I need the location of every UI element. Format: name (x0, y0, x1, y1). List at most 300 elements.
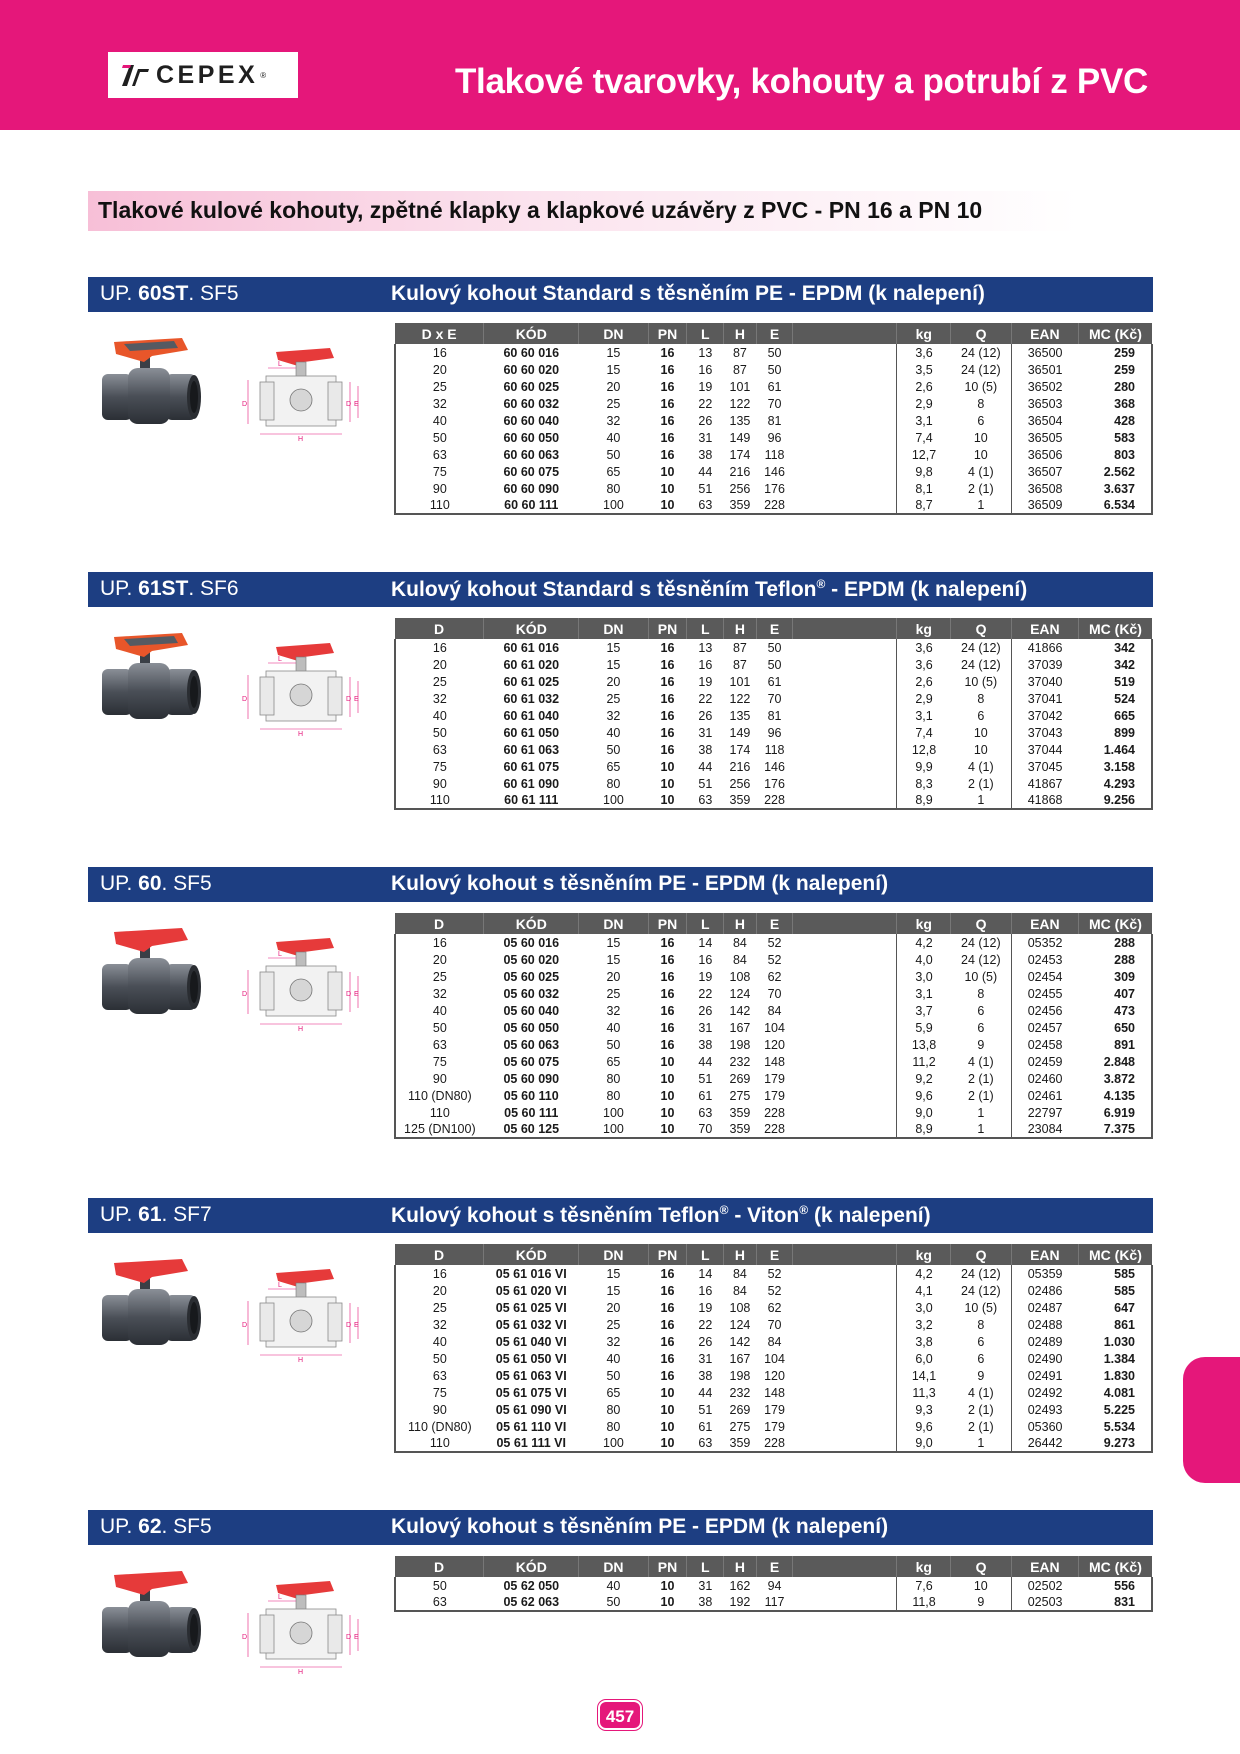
ball-valve-photo-icon (94, 332, 204, 442)
table-cell: 44 (698, 1385, 713, 1400)
table-cell: 40 (432, 413, 447, 428)
table-cell: 135 (729, 413, 751, 428)
table-cell: 81 (767, 413, 782, 428)
table-cell: 41868 (1011, 792, 1078, 809)
table-cell: 16 (698, 362, 713, 377)
table-cell: 60 61 016 (503, 640, 560, 655)
table-cell: 32 (432, 396, 447, 411)
table-cell: 101 (729, 674, 751, 689)
table-cell: 6.534 (1103, 498, 1135, 512)
table-cell: 1.464 (1103, 742, 1135, 757)
table-cell: 60 61 075 (503, 759, 560, 774)
table-cell: 02502 (1011, 1577, 1078, 1594)
table-row (395, 1087, 1152, 1104)
table-cell: 02492 (1011, 1384, 1078, 1401)
table-cell: 60 61 111 (504, 793, 559, 807)
table-cell: 9,6 (897, 1418, 951, 1435)
table-cell: 162 (729, 1578, 751, 1593)
product-title-text: - EPDM (k nalepení) (825, 578, 1028, 601)
column-header: D (395, 1244, 484, 1265)
table-cell: 142 (729, 1334, 751, 1349)
spacer-cell (793, 1594, 897, 1611)
table-cell: 6.919 (1103, 1105, 1135, 1120)
table-cell: 228 (764, 1105, 785, 1120)
table-cell: 359 (729, 1105, 751, 1120)
table-cell: 861 (1114, 1317, 1135, 1332)
spacer-cell (793, 639, 897, 656)
section-title: Tlakové kulové kohouty, zpětné klapky a klapkové uzávěry z PVC - PN 16 a PN 10 (98, 197, 983, 223)
table-cell: 20 (606, 1300, 621, 1315)
table-cell: 80 (606, 1071, 621, 1086)
table-cell: 269 (729, 1402, 751, 1417)
table-cell: 65 (606, 464, 621, 479)
spacer-cell (793, 1350, 897, 1367)
table-cell: 36506 (1011, 446, 1078, 463)
table-cell: 149 (729, 430, 751, 445)
table-cell: 10 (660, 776, 675, 791)
column-header: kg (897, 618, 951, 639)
drawing-label-e: E (354, 1634, 359, 1641)
table-cell: 81 (767, 708, 782, 723)
table-cell: 10 (973, 1578, 988, 1593)
table-cell: 2 (1) (967, 1419, 994, 1434)
table-cell: 20 (432, 952, 447, 967)
table-cell: 50 (432, 1020, 447, 1035)
table-cell: 02458 (1011, 1036, 1078, 1053)
spacer-cell (793, 934, 897, 951)
column-header: H (724, 1556, 756, 1577)
table-cell: 117 (764, 1595, 785, 1609)
table-cell: 60 61 025 (503, 674, 560, 689)
table-row (395, 985, 1152, 1002)
table-row (395, 1418, 1152, 1435)
spacer-cell (793, 429, 897, 446)
table-cell: 585 (1114, 1283, 1135, 1298)
table-row (395, 968, 1152, 985)
table-cell: 51 (698, 776, 713, 791)
table-cell: 7.375 (1103, 1122, 1135, 1136)
column-header: H (724, 913, 756, 934)
table-cell: 25 (432, 379, 447, 394)
table-cell: 22 (698, 396, 713, 411)
table-cell: 62 (767, 969, 782, 984)
table-cell: 3,0 (897, 1299, 951, 1316)
column-header: PN (648, 618, 687, 639)
table-cell: 8 (977, 1317, 985, 1332)
table-cell: 100 (603, 1105, 624, 1120)
table-cell: 32 (606, 708, 621, 723)
column-header: kg (897, 323, 951, 344)
table-cell: 90 (432, 1402, 447, 1417)
table-cell: 149 (729, 725, 751, 740)
table-cell: 60 60 111 (504, 498, 559, 512)
table-cell: 10 (973, 742, 988, 757)
table-cell: 9,2 (897, 1070, 951, 1087)
table-cell: 80 (606, 776, 621, 791)
table-cell: 174 (729, 742, 751, 757)
table-cell: 3,1 (897, 707, 951, 724)
table-cell: 650 (1114, 1020, 1135, 1035)
table-cell: 519 (1114, 674, 1135, 689)
table-cell: 9,9 (897, 758, 951, 775)
ball-valve-photo-icon (94, 1253, 204, 1363)
table-cell: 4.135 (1103, 1088, 1135, 1103)
table-cell: 05 60 032 (503, 986, 560, 1001)
table-cell: 120 (764, 1037, 785, 1052)
table-cell: 14 (698, 935, 713, 950)
column-header (793, 323, 897, 344)
table-row (395, 656, 1152, 673)
column-header: KÓD (484, 1244, 579, 1265)
table-cell: 6 (977, 1003, 985, 1018)
table-cell: 80 (606, 1419, 621, 1434)
table-cell: 40 (432, 1003, 447, 1018)
table-cell: 9,0 (897, 1104, 951, 1121)
table-cell: 15 (606, 640, 621, 655)
table-cell: 05352 (1011, 934, 1078, 951)
spec-table (394, 618, 1153, 810)
table-row (395, 1299, 1152, 1316)
table-cell: 176 (764, 776, 785, 791)
column-header: EAN (1011, 323, 1078, 344)
spacer-cell (793, 1019, 897, 1036)
spacer-cell (793, 1070, 897, 1087)
table-cell: 02457 (1011, 1019, 1078, 1036)
page-number: 457 (598, 1700, 642, 1730)
table-cell: 61 (767, 379, 782, 394)
spacer-cell (793, 1002, 897, 1019)
table-cell: 32 (432, 986, 447, 1001)
table-row (395, 1333, 1152, 1350)
table-cell: 10 (660, 1054, 675, 1069)
table-cell: 60 61 090 (503, 776, 560, 791)
table-cell: 4.293 (1103, 776, 1135, 791)
table-cell: 16 (660, 1003, 675, 1018)
table-cell: 10 (660, 1595, 675, 1609)
table-cell: 8 (977, 691, 985, 706)
table-cell: 2 (1) (967, 481, 994, 496)
table-cell: 14 (698, 1266, 713, 1281)
table-cell: 02454 (1011, 968, 1078, 985)
table-cell: 24 (12) (961, 362, 1001, 377)
table-cell: 10 (660, 1578, 675, 1593)
product-code: UP. 60. SF5 (100, 872, 212, 895)
ball-valve-photo-icon (94, 922, 204, 1032)
column-header: Q (951, 913, 1012, 934)
table-cell: 124 (729, 1317, 751, 1332)
table-cell: 22 (698, 986, 713, 1001)
table-cell: 10 (660, 498, 675, 512)
table-cell: 70 (767, 691, 782, 706)
column-header: L (687, 913, 724, 934)
cepex-logo (108, 52, 298, 98)
table-cell: 3.872 (1103, 1071, 1135, 1086)
table-cell: 05359 (1011, 1265, 1078, 1282)
table-cell: 16 (660, 986, 675, 1001)
table-cell: 60 60 032 (503, 396, 560, 411)
table-row (395, 1577, 1152, 1594)
table-cell: 16 (660, 691, 675, 706)
table-cell: 70 (767, 396, 782, 411)
table-cell: 05 61 075 VI (495, 1385, 567, 1400)
table-cell: 60 60 063 (503, 447, 560, 462)
drawing-label-h: H (298, 1026, 304, 1032)
table-cell: 216 (729, 464, 751, 479)
table-cell: 65 (606, 1385, 621, 1400)
table-cell: 556 (1114, 1578, 1135, 1593)
table-cell: 05 60 110 (503, 1088, 559, 1103)
technical-drawing-icon (238, 922, 368, 1032)
table-cell: 232 (729, 1054, 751, 1069)
table-cell: 05 61 020 VI (495, 1283, 567, 1298)
drawing-label-d: D (242, 1322, 248, 1329)
table-cell: 146 (764, 464, 785, 479)
table-cell: 16 (660, 1351, 675, 1366)
table-cell: 124 (729, 986, 751, 1001)
column-header: D (395, 1556, 484, 1577)
table-header-row (395, 618, 1152, 639)
table-cell: 80 (606, 1402, 621, 1417)
table-cell: 22797 (1011, 1104, 1078, 1121)
table-cell: 90 (432, 481, 447, 496)
drawing-label-d: D (346, 401, 352, 408)
drawing-label-l: L (278, 656, 282, 663)
table-cell: 84 (732, 1266, 747, 1281)
drawing-label-d: D (346, 696, 352, 703)
table-header-row (395, 323, 1152, 344)
table-cell: 13,8 (897, 1036, 951, 1053)
table-cell: 10 (660, 1105, 675, 1120)
column-header: L (687, 1556, 724, 1577)
table-cell: 62 (767, 1300, 782, 1315)
table-cell: 32 (432, 691, 447, 706)
table-cell: 3,6 (897, 656, 951, 673)
product-header-bar (88, 1510, 1153, 1545)
table-cell: 110 (429, 1105, 450, 1120)
table-cell: 50 (606, 447, 621, 462)
table-row (395, 1070, 1152, 1087)
column-header: MC (Kč) (1078, 323, 1152, 344)
table-cell: 26 (698, 1003, 713, 1018)
table-cell: 8,9 (897, 792, 951, 809)
table-cell: 19 (698, 1300, 713, 1315)
table-cell: 50 (767, 345, 782, 360)
table-cell: 25 (432, 1300, 447, 1315)
table-cell: 36500 (1011, 344, 1078, 361)
table-cell: 05 60 020 (503, 952, 560, 967)
table-cell: 407 (1114, 986, 1135, 1001)
table-row (395, 951, 1152, 968)
spacer-cell (793, 1036, 897, 1053)
table-cell: 5,9 (897, 1019, 951, 1036)
table-cell: 10 (660, 1122, 675, 1136)
drawing-label-e: E (354, 696, 359, 703)
table-header-row (395, 1556, 1152, 1577)
spacer-cell (793, 758, 897, 775)
table-cell: 12,7 (897, 446, 951, 463)
table-cell: 10 (660, 759, 675, 774)
table-cell: 26442 (1011, 1435, 1078, 1452)
table-cell: 60 61 050 (503, 725, 560, 740)
table-cell: 80 (606, 1088, 621, 1103)
column-header: PN (648, 913, 687, 934)
table-cell: 4 (1) (967, 464, 994, 479)
table-cell: 41866 (1011, 639, 1078, 656)
spacer-cell (793, 1435, 897, 1452)
table-cell: 6 (977, 1334, 985, 1349)
table-cell: 100 (603, 1122, 624, 1136)
table-cell: 125 (DN100) (404, 1122, 476, 1136)
table-cell: 7,4 (897, 724, 951, 741)
product-header-bar (88, 572, 1153, 607)
table-cell: 05360 (1011, 1418, 1078, 1435)
table-cell: 60 60 040 (503, 413, 560, 428)
table-cell: 16 (660, 1283, 675, 1298)
table-cell: 38 (698, 1368, 713, 1383)
table-cell: 90 (432, 1071, 447, 1086)
table-cell: 02487 (1011, 1299, 1078, 1316)
table-cell: 342 (1114, 657, 1135, 672)
table-cell: 16 (660, 1266, 675, 1281)
table-cell: 1 (977, 793, 985, 807)
table-cell: 2.848 (1103, 1054, 1135, 1069)
table-row (395, 480, 1152, 497)
table-cell: 50 (432, 725, 447, 740)
table-cell: 05 62 063 (503, 1595, 560, 1609)
page-title: Tlakové tvarovky, kohouty a potrubí z PVC (454, 62, 1148, 101)
table-cell: 37043 (1011, 724, 1078, 741)
table-cell: 37044 (1011, 741, 1078, 758)
chapter-tab-marker[interactable] (1183, 1357, 1240, 1483)
table-cell: 1 (977, 498, 985, 512)
table-row (395, 690, 1152, 707)
table-cell: 63 (432, 1368, 447, 1383)
table-cell: 8,9 (897, 1121, 951, 1138)
table-cell: 31 (698, 1020, 713, 1035)
column-header: E (756, 618, 793, 639)
table-cell: 2 (1) (967, 1071, 994, 1086)
table-cell: 60 60 016 (503, 345, 560, 360)
table-cell: 37042 (1011, 707, 1078, 724)
table-cell: 22 (698, 1317, 713, 1332)
table-cell: 148 (764, 1054, 785, 1069)
product-title-text: Kulový kohout s těsněním Teflon (391, 1204, 720, 1227)
table-cell: 16 (432, 640, 447, 655)
table-cell: 1.384 (1103, 1351, 1135, 1366)
table-cell: 2.562 (1103, 464, 1135, 479)
table-cell: 20 (432, 362, 447, 377)
table-row (395, 1401, 1152, 1418)
table-cell: 16 (660, 708, 675, 723)
table-cell: 22 (698, 691, 713, 706)
table-cell: 4,2 (897, 934, 951, 951)
table-cell: 16 (698, 657, 713, 672)
table-cell: 20 (432, 1283, 447, 1298)
table-cell: 52 (767, 952, 782, 967)
table-cell: 87 (732, 640, 747, 655)
table-cell: 110 (429, 498, 450, 512)
table-cell: 26 (698, 413, 713, 428)
column-header: MC (Kč) (1078, 1244, 1152, 1265)
table-cell: 24 (12) (961, 1283, 1001, 1298)
table-row (395, 1002, 1152, 1019)
spacer-cell (793, 1333, 897, 1350)
table-cell: 100 (603, 793, 624, 807)
table-cell: 16 (660, 362, 675, 377)
table-cell: 167 (729, 1020, 751, 1035)
table-row (395, 934, 1152, 951)
table-cell: 50 (767, 640, 782, 655)
table-cell: 15 (606, 362, 621, 377)
column-header: Q (951, 618, 1012, 639)
table-cell: 31 (698, 725, 713, 740)
column-header: MC (Kč) (1078, 913, 1152, 934)
table-cell: 3,1 (897, 985, 951, 1002)
spacer-cell (793, 1384, 897, 1401)
table-row (395, 775, 1152, 792)
table-cell: 60 60 075 (503, 464, 560, 479)
table-cell: 3,5 (897, 361, 951, 378)
column-header: kg (897, 1244, 951, 1265)
table-cell: 51 (698, 1402, 713, 1417)
table-cell: 891 (1114, 1037, 1135, 1052)
table-cell: 228 (764, 1436, 785, 1450)
table-cell: 24 (12) (961, 657, 1001, 672)
spacer-cell (793, 1577, 897, 1594)
table-cell: 63 (432, 447, 447, 462)
table-cell: 38 (698, 742, 713, 757)
table-cell: 16 (660, 1334, 675, 1349)
product-code: UP. 60ST. SF5 (100, 282, 239, 305)
product-title-text: Kulový kohout s těsněním PE - EPDM (k nalepení) (391, 872, 889, 895)
table-cell: 19 (698, 969, 713, 984)
table-row (395, 412, 1152, 429)
table-cell: 2,6 (897, 673, 951, 690)
table-cell: 02503 (1011, 1594, 1078, 1611)
table-cell: 7,4 (897, 429, 951, 446)
table-cell: 20 (606, 379, 621, 394)
table-cell: 8,7 (897, 497, 951, 514)
table-cell: 4,0 (897, 951, 951, 968)
table-cell: 05 61 050 VI (495, 1351, 567, 1366)
spacer-cell (793, 1418, 897, 1435)
table-cell: 05 60 125 (503, 1122, 560, 1136)
technical-drawing-icon (238, 1253, 368, 1363)
table-cell: 31 (698, 1351, 713, 1366)
table-cell: 1.830 (1103, 1368, 1135, 1383)
table-cell: 50 (432, 1578, 447, 1593)
drawing-label-l: L (278, 1282, 282, 1289)
table-row (395, 741, 1152, 758)
table-row (395, 707, 1152, 724)
table-cell: 4 (1) (967, 1385, 994, 1400)
table-cell: 65 (606, 759, 621, 774)
table-cell: 6 (977, 1351, 985, 1366)
table-cell: 831 (1114, 1595, 1135, 1609)
table-cell: 23084 (1011, 1121, 1078, 1138)
table-cell: 94 (767, 1578, 782, 1593)
column-header: PN (648, 1244, 687, 1265)
spacer-cell (793, 1316, 897, 1333)
table-row (395, 1104, 1152, 1121)
table-cell: 9,3 (897, 1401, 951, 1418)
spacer-cell (793, 968, 897, 985)
table-cell: 8,3 (897, 775, 951, 792)
table-cell: 24 (12) (961, 1266, 1001, 1281)
table-cell: 05 60 075 (503, 1054, 560, 1069)
table-cell: 5.534 (1103, 1419, 1135, 1434)
table-row (395, 1265, 1152, 1282)
